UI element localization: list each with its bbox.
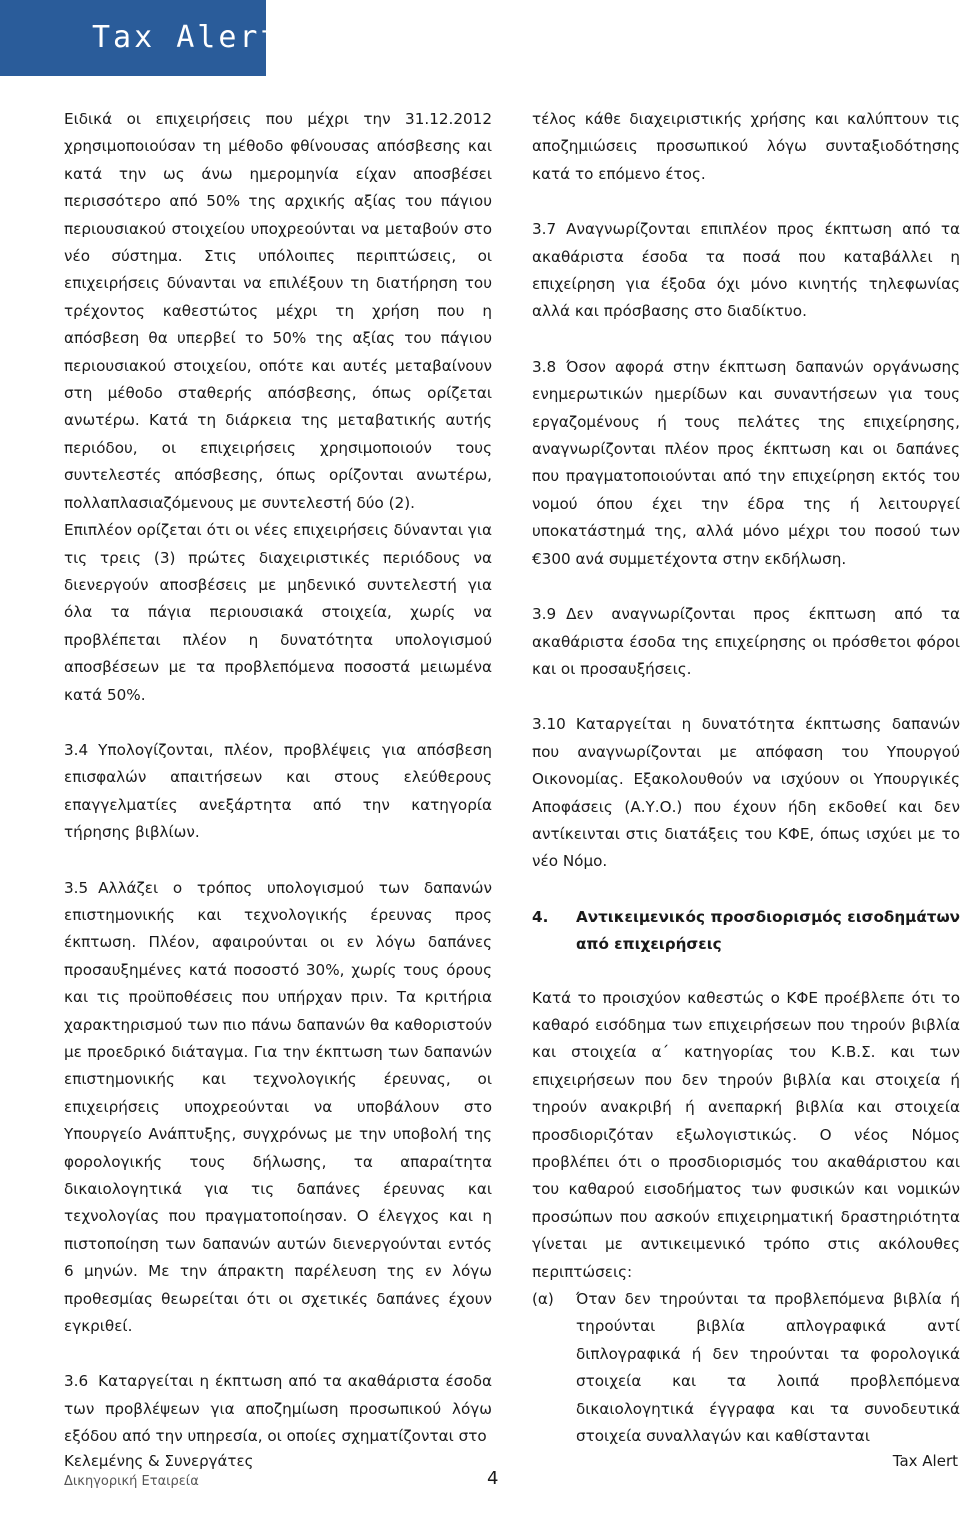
section-number: 3.10	[532, 715, 566, 734]
paragraph-continuation: τέλος κάθε διαχειριστικής χρήσης και καλύπτουν τις αποζημιώσεις προσωπικού λόγω συνταξιοδότησης κατά το επόμενο έτος.	[532, 110, 960, 183]
list-item-label: (α)	[532, 1290, 554, 1309]
section-text: Αλλάζει ο τρόπος υπολογισμού των δαπανών επιστημονικής και τεχνολογικής έρευνας προς έκπτωση. Πλέον, αφαιρούνται οι εν λόγω δαπάνες προσαυξημένες κατά ποσοστό 30%, χωρίς τους όρους και τις προϋποθέσεις που υπήρχαν πριν. Τα κριτήρια χαρακτηρισμού των πιο πάνω δαπανών θα καθοριστούν με προεδρικό διάταγμα. Για την έκπτωση των δαπανών επιστημονικής και τεχνολογικής έρευνας, οι επιχειρήσεις υποχρεούνται να υποβάλουν στο Υπουργείο Ανάπτυξης, συγχρόνως με την υποβολή της φορολογικής τους δήλωσης, τα απαραίτητα δικαιολογητικά για τις δαπάνες έρευνας και τεχνολογίας που πραγματοποίησαν. Ο έλεγχος και η πιστοποίηση των δαπανών αυτών διενεργούνται εντός 6 μηνών. Με την άπρακτη παρέλευση της εν λόγω προθεσμίας θεωρείται ότι οι σχετικές δαπάνες έχουν εγκριθεί.	[64, 878, 492, 1336]
header-title: Tax Alert	[92, 20, 282, 55]
section-3-7	[532, 216, 960, 326]
right-column	[532, 106, 960, 1450]
paragraph-new-businesses: Επιπλέον ορίζεται ότι οι νέες επιχειρήσεις δύνανται για τις τρεις (3) πρώτες διαχειριστικές περιόδους να διενεργούν αποσβέσεις με μηδενικό συντελεστή για όλα τα πάγια περιουσιακά στοιχεία, χωρίς να προβλέπεται πλέον η δυνατότητα υπολογισμού αποσβέσεων με τα προβλεπόμενα ποσοστά μειωμένα κατά 50%.	[64, 521, 492, 704]
section-text: Καταργείται η έκπτωση από τα ακαθάριστα έσοδα των προβλέψεων για αποζημίωση προσωπικού λόγω εξόδου από την υπηρεσία, οι οποίες σχηματίζονται στο	[64, 1372, 492, 1446]
section-3-8	[532, 354, 960, 573]
section-3-4	[64, 737, 492, 847]
footer-firm-subtitle: Δικηγορική Εταιρεία	[64, 1474, 199, 1489]
footer-firm-name: Κελεμένης & Συνεργάτες	[64, 1452, 254, 1470]
list-item-text: Όταν δεν τηρούνται τα προβλεπόμενα βιβλία ή τηρούνται βιβλία απλογραφικά αντί διπλογραφικά ή δεν τηρούνται τα φορολογικά στοιχεία και τα λοιπά προβλεπόμενα δικαιολογητικά έγγραφα και τα συνοδευτικά στοιχεία συναλλαγών και καθίστανται	[576, 1290, 960, 1446]
page-number: 4	[487, 1468, 499, 1489]
section-text: Όσον αφορά στην έκπτωση δαπανών οργάνωσης ενημερωτικών ημερίδων και συναντήσεων για τους εργαζομένους ή τους πελάτες της επιχείρησης, αναγνωρίζονται πλέον προς έκπτωση και οι δαπάνες που πραγματοποιούνται από την επιχείρηση εκτός του νομού όπου έχει την έδρα της ή λειτουργεί υποκατάστημά της, αλλά μόνο μέχρι του ποσού των €300 ανά συμμετέχοντα στην εκδήλωση.	[532, 357, 960, 568]
section-number: 3.7	[532, 220, 557, 239]
section-number: 3.8	[532, 357, 557, 376]
list-item-a	[532, 1286, 960, 1450]
section-3-5	[64, 875, 492, 1341]
section-number: 3.5	[64, 878, 89, 897]
section-text: Δεν αναγνωρίζονται προς έκπτωση από τα ακαθάριστα έσοδα της επιχείρησης οι πρόσθετοι φόροι και οι προσαυξήσεις.	[532, 605, 960, 678]
section-3-9	[532, 601, 960, 683]
paragraph-transition-rules: Ειδικά οι επιχειρήσεις που μέχρι την 31.12.2012 χρησιμοποιούσαν τη μέθοδο φθίνουσας απόσβεσης και κατά την ως άνω ημερομηνία είχαν αποσβέσει περισσότερο από 50% της αρχικής αξίας του πάγιου περιουσιακού στοιχείου υποχρεούνται να μεταβούν στο νέο σύστημα. Στις υπόλοιπες περιπτώσεις, οι επιχειρήσεις δύνανται να επιλέξουν τη διατήρηση του τρέχοντος καθεστώτος μέχρι τη χρήση που η απόσβεση θα υπερβεί το 50% της αξίας του πάγιου περιουσιακού στοιχείου, οπότε και αυτές μεταβαίνουν στη μέθοδο σταθερής απόσβεσης, όπως ορίζεται ανωτέρω. Κατά τη διάρκεια της μεταβατικής αυτής περιόδου, οι επιχειρήσεις χρησιμοποιούν τους συντελεστές απόσβεσης, όπως ορίζονται ανωτέρω, πολλαπλασιαζόμενους με συντελεστή δύο (2).	[64, 110, 492, 512]
section-title: Αντικειμενικός προσδιορισμός εισοδημάτων από επιχειρήσεις	[576, 907, 960, 954]
section-text: Υπολογίζονται, πλέον, προβλέψεις για απόσβεση επισφαλών απαιτήσεων και στους ελεύθερους επαγγελματίες ανεξάρτητα από την κατηγορία τήρησης βιβλίων.	[64, 740, 492, 842]
left-column	[64, 106, 492, 1479]
section-number: 3.4	[64, 740, 89, 759]
section-3-10	[532, 711, 960, 875]
section-4-paragraph: Κατά το προισχύον καθεστώς ο ΚΦΕ προέβλεπε ότι το καθαρό εισόδημα των επιχειρήσεων που τηρούν βιβλία και στοιχεία α΄ κατηγορίας του Κ.Β.Σ. και των επιχειρήσεων που δεν τηρούν βιβλία και στοιχεία ή τηρούν ανακριβή ή ανεπαρκή βιβλία και στοιχεία προσδιοριζόταν εξωλογιστικώς. Ο νέος Νόμος προβλέπει ότι ο προσδιορισμός του ακαθάριστου και του καθαρού εισοδήματος των φυσικών και νομικών προσώπων που ασκούν επιχειρηματική δραστηριότητα γίνεται με αντικειμενικό τρόπο στις ακόλουθες περιπτώσεις:	[532, 988, 960, 1281]
section-number: 3.6	[64, 1372, 89, 1391]
section-3-6	[64, 1368, 492, 1450]
section-text: Αναγνωρίζονται επιπλέον προς έκπτωση από τα ακαθάριστα έσοδα τα ποσά που καταβάλλει η επιχείρηση για έξοδα όχι μόνο κινητής τηλεφωνίας αλλά και πρόσβασης στο διαδίκτυο.	[532, 220, 960, 321]
section-4-heading	[532, 904, 960, 959]
section-number: 3.9	[532, 605, 557, 624]
section-text: Καταργείται η δυνατότητα έκπτωσης δαπανών που αναγνωρίζονται με απόφαση του Υπουργού Οικονομίας. Εξακολουθούν να ισχύουν οι Υπουργικές Αποφάσεις (Α.Υ.Ο.) που έχουν ήδη εκδοθεί και δεν αντίκεινται στις διατάξεις του ΚΦΕ, όπως ισχύει με το νέο Νόμο.	[532, 715, 960, 871]
section-number: 4.	[532, 907, 549, 926]
footer-publication-title: Tax Alert	[892, 1452, 958, 1470]
